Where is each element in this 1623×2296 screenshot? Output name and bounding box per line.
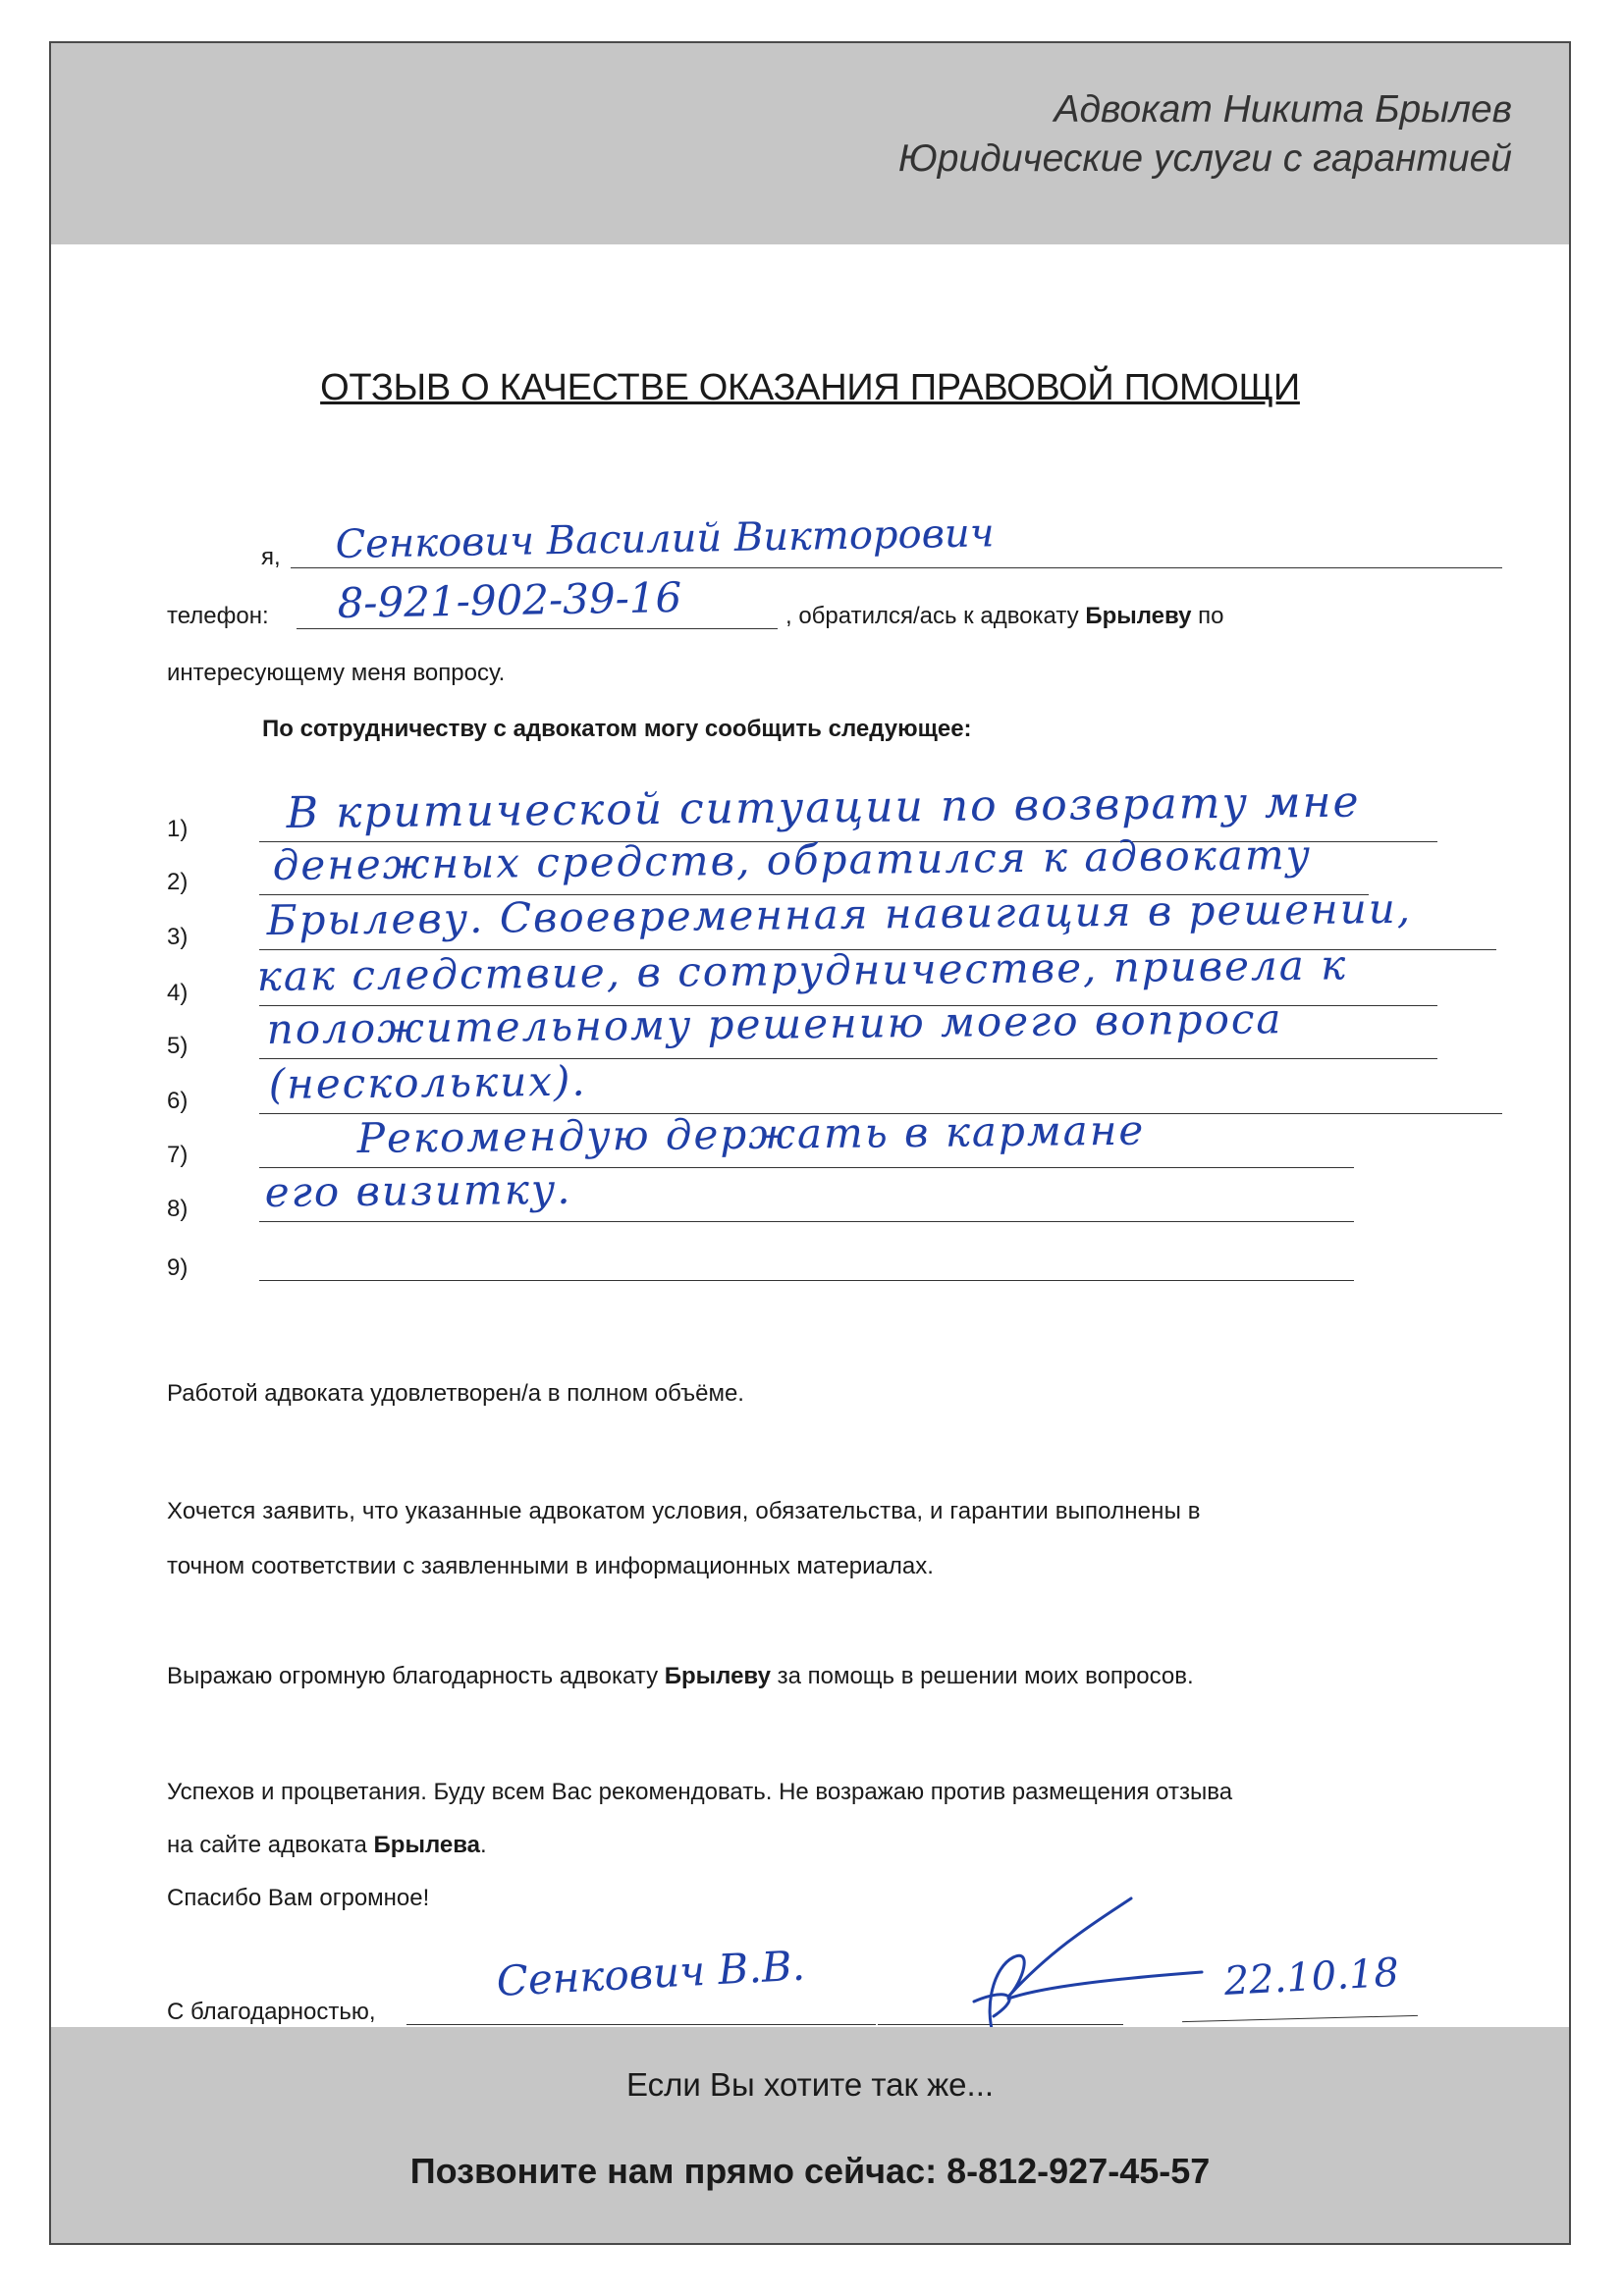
review-form — [49, 41, 1571, 2245]
signature-name-line — [406, 2024, 876, 2025]
gratitude-statement — [167, 1663, 1194, 1690]
handwritten-signature-name: Сенкович В.В. — [495, 1941, 807, 2005]
writing-line — [259, 1280, 1354, 1281]
line-number: 2) — [167, 869, 189, 895]
handwritten-date: 22.10.18 — [1222, 1949, 1400, 2004]
signature-label: С благодарностью, — [167, 1999, 376, 2025]
handwritten-line: денежных средств, обратился к адвокату — [272, 829, 1313, 889]
handwritten-line: Рекомендую держать в кармане — [356, 1105, 1146, 1162]
success-post: . — [480, 1832, 487, 1858]
success-name: Брылева — [373, 1832, 480, 1858]
handwritten-line: В критической ситуации по возврату мне — [286, 776, 1361, 838]
appeal-text — [785, 603, 1224, 630]
header-band — [51, 43, 1569, 244]
name-prefix: я, — [261, 544, 281, 570]
cooperation-heading: По сотрудничеству с адвокатом могу сообщить следующее: — [262, 716, 972, 742]
success-line-2 — [167, 1832, 487, 1859]
line-number: 1) — [167, 816, 189, 842]
handwritten-line: (нескольких). — [268, 1056, 587, 1108]
thanks-line: Спасибо Вам огромное! — [167, 1885, 430, 1911]
line-number: 6) — [167, 1088, 189, 1114]
phone-label: телефон: — [167, 603, 269, 629]
gratitude-name: Брылеву — [664, 1663, 771, 1689]
success-pre: на сайте адвоката — [167, 1832, 367, 1858]
handwritten-phone: 8-921-902-39-16 — [337, 572, 682, 627]
appeal-lawyer: Брылеву — [1085, 603, 1192, 629]
line-number: 7) — [167, 1142, 189, 1168]
handwritten-line: как следствие, в сотрудничестве, привела к — [256, 940, 1348, 1000]
line-number: 9) — [167, 1255, 189, 1281]
appeal-text-2: по — [1198, 603, 1224, 629]
phone-line — [297, 628, 778, 629]
document-title: ОТЗЫВ О КАЧЕСТВЕ ОКАЗАНИЯ ПРАВОВОЙ ПОМОЩИ — [320, 367, 1300, 408]
appeal-text-1: , обратился/ась к адвокату — [785, 603, 1079, 629]
gratitude-post: за помощь в решении моих вопросов. — [777, 1663, 1194, 1689]
writing-line — [259, 1221, 1354, 1222]
brand-tagline: Юридические услуги с гарантией — [897, 137, 1512, 180]
satisfied-statement: Работой адвоката удовлетворен/а в полном объёме. — [167, 1380, 744, 1407]
conditions-line-2: точном соответствии с заявленными в информационных материалах. — [167, 1553, 934, 1579]
footer-call-to-action: Если Вы хотите так же... — [625, 2066, 995, 2103]
appeal-text-3: интересующему меня вопросу. — [167, 660, 506, 686]
brand-name: Адвокат Никита Брылев — [1054, 88, 1512, 131]
conditions-line-1: Хочется заявить, что указанные адвокатом условия, обязательства, и гарантии выполнены в — [167, 1498, 1201, 1524]
line-number: 3) — [167, 924, 189, 950]
handwritten-line: положительному решению моего вопроса — [266, 994, 1283, 1053]
signature-date-line — [1182, 2015, 1418, 2022]
line-number: 4) — [167, 980, 189, 1006]
handwritten-line: Брылеву. Своевременная навигация в решении, — [266, 883, 1413, 944]
name-line — [291, 567, 1502, 568]
success-line-1: Успехов и процветания. Буду всем Вас рекомендовать. Не возражаю против размещения отзыва — [167, 1779, 1233, 1805]
footer-phone: Позвоните нам прямо сейчас: 8-812-927-45-57 — [409, 2151, 1211, 2191]
handwritten-line: его визитку. — [264, 1164, 572, 1216]
footer-band — [51, 2027, 1569, 2243]
gratitude-pre: Выражаю огромную благодарность адвокату — [167, 1663, 659, 1689]
line-number: 8) — [167, 1196, 189, 1222]
line-number: 5) — [167, 1033, 189, 1059]
handwritten-name: Сенкович Василий Викторович — [335, 510, 995, 567]
